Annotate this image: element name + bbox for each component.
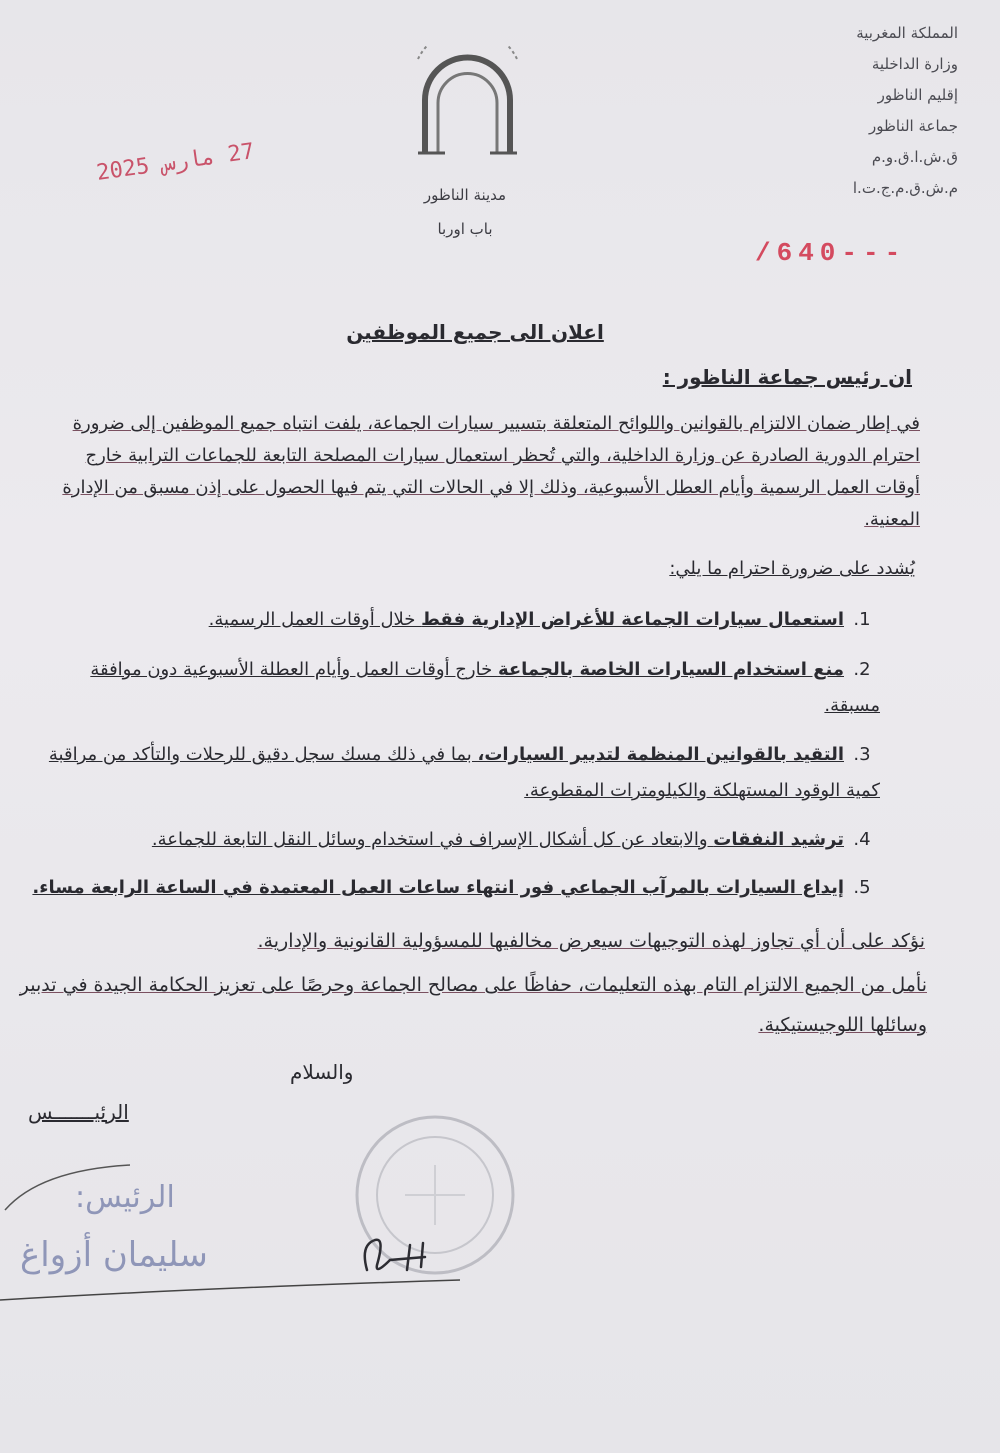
- list-item: [20, 870, 880, 906]
- city-caption: [395, 178, 535, 246]
- item-text: خلال أوقات العمل الرسمية.: [208, 609, 422, 630]
- stamp-name: سليمان أزواغ: [20, 1235, 208, 1275]
- item-text: والابتعاد عن كل أشكال الإسراف في استخدام وسائل النقل التابعة للجماعة.: [151, 829, 714, 850]
- header-line: وزارة الداخلية: [871, 55, 958, 73]
- header-line: ق.ش.ا.ق.و.م: [871, 148, 958, 166]
- president-label: الرئيـــــــس: [28, 1100, 129, 1124]
- item-number: 2.: [853, 659, 871, 680]
- intro-paragraph: في إطار ضمان الالتزام بالقوانين واللوائح المتعلقة بتسيير سيارات الجماعة، يلفت انتباه جميع الموظفين إلى ضرورة احترام الدورية الصادرة عن وزارة الداخلية، والتي تُحظر استعمال سيارات المصلحة التابعة للجماعات الترابية خارج أوقات العمل الرسمية وأيام العطل الأسبوعية، وذلك إلا في الحالات التي يتم فيها الحصول على إذن مسبق من الإدارة المعنية.: [62, 413, 920, 530]
- addressee: ان رئيس جماعة الناظور :: [662, 365, 912, 389]
- salutation: والسلام: [290, 1060, 354, 1084]
- header-line: إقليم الناظور: [877, 86, 958, 104]
- item-number: 4.: [853, 829, 871, 850]
- handwritten-signature-icon: [355, 1225, 445, 1285]
- list-item: [40, 822, 880, 858]
- item-bold: ترشيد النفقات: [713, 829, 844, 850]
- item-number: 3.: [853, 744, 871, 765]
- arch-logo-icon: [410, 45, 525, 160]
- item-number: 5.: [853, 877, 871, 898]
- list-item: [40, 737, 880, 809]
- item-text: بما في ذلك مسك سجل دقيق للرحلات والتأكد من مراقبة كمية الوقود المستهلكة والكيلومترات المقطوعة.: [48, 744, 880, 801]
- header-line: م.ش.ق.م.ج.ت.ا: [852, 179, 958, 197]
- item-text: خارج أوقات العمل وأيام العطلة الأسبوعية دون موافقة مسبقة.: [90, 659, 880, 716]
- issuer-header: [758, 18, 958, 204]
- closing-paragraph: نأمل من الجميع الالتزام التام بهذه التعليمات، حفاظًا على مصالح الجماعة وحرصًا على تعزيز الحكامة الجيدة في تدبير وسائلها اللوجيستيكية.: [19, 974, 927, 1036]
- item-number: 1.: [853, 609, 871, 630]
- list-item: [60, 652, 880, 724]
- warning-paragraph: نؤكد على أن أي تجاوز لهذه التوجيهات سيعرض مخالفيها للمسؤولية القانونية والإدارية.: [257, 930, 925, 952]
- announcement-title: اعلان الى جميع الموظفين: [346, 320, 604, 344]
- gate-name: باب اوربا: [437, 220, 493, 238]
- reference-number-stamp: /640---: [755, 238, 907, 268]
- header-line: جماعة الناظور: [868, 117, 958, 135]
- item-bold: التقيد بالقوانين المنظمة لتدبير السيارات،: [477, 744, 844, 765]
- header-line: المملكة المغربية: [856, 24, 958, 42]
- emphasis-line: يُشدد على ضرورة احترام ما يلي:: [669, 558, 915, 579]
- stamp-title: الرئيس:: [75, 1180, 175, 1215]
- item-bold: إيداع السيارات بالمرآب الجماعي فور انتهاء ساعات العمل المعتمدة في الساعة الرابعة مساء.: [32, 877, 844, 898]
- city-name: مدينة الناظور: [423, 186, 507, 204]
- item-bold: استعمال سيارات الجماعة للأغراض الإدارية فقط: [421, 609, 844, 630]
- item-bold: منع استخدام السيارات الخاصة بالجماعة: [497, 659, 844, 680]
- list-item: [80, 602, 880, 638]
- date-stamp: 27 مارس 2025: [95, 139, 256, 186]
